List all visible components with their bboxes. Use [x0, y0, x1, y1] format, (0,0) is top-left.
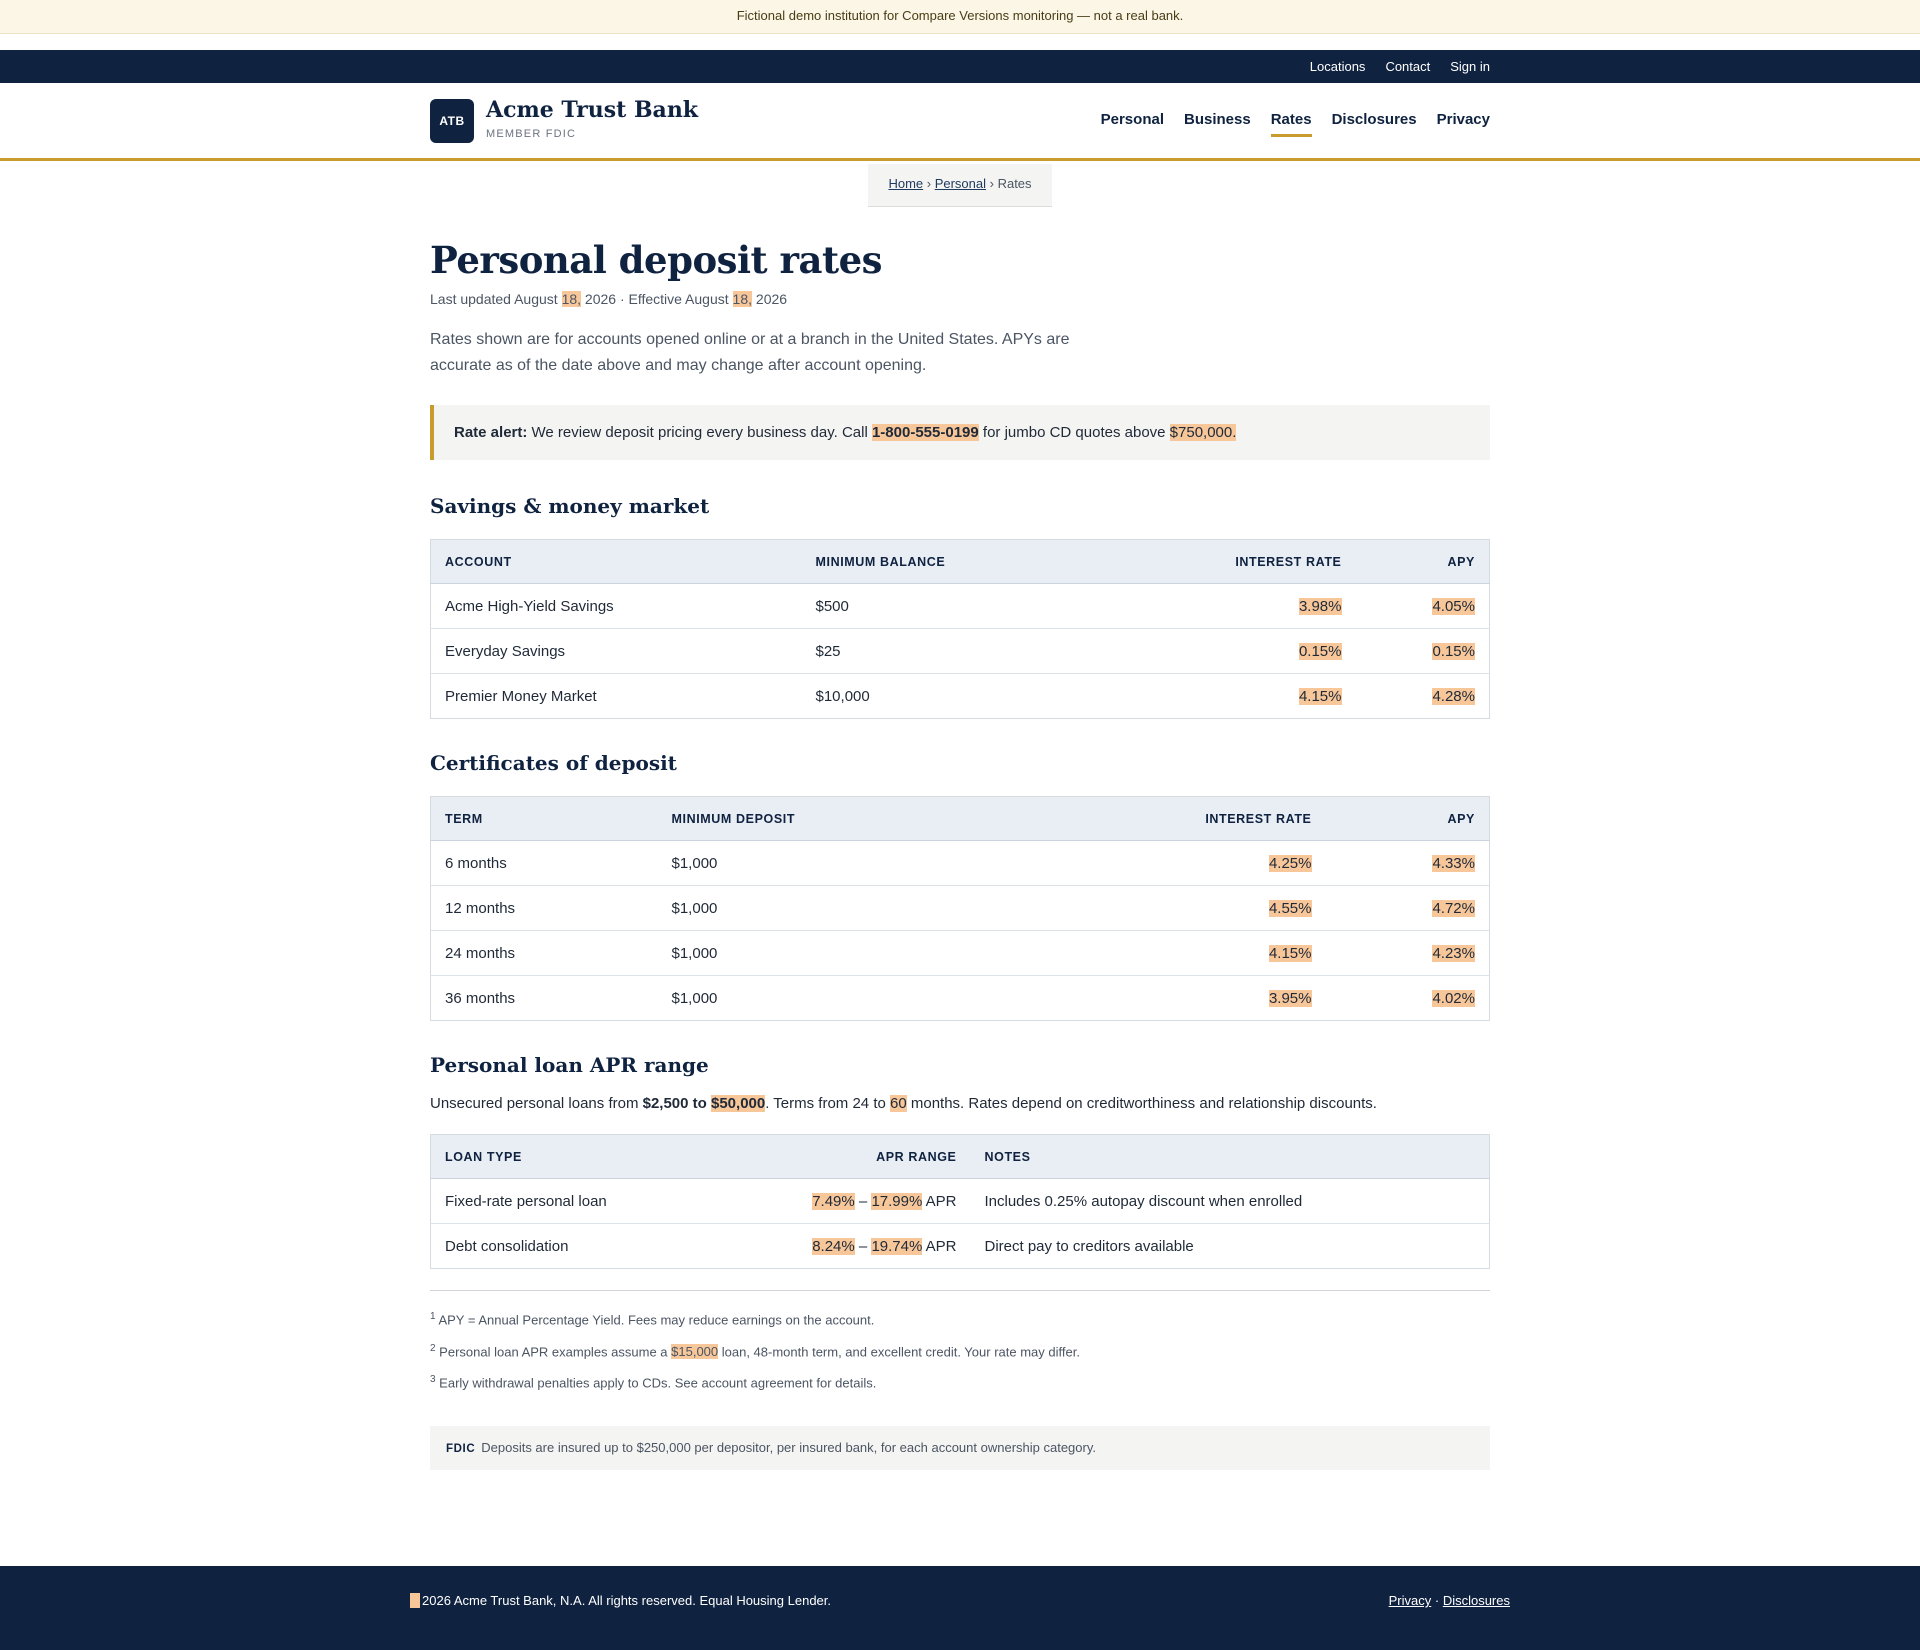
loan-heading: Personal loan APR range	[430, 1053, 709, 1077]
loan-intro-text: months. Rates depend on creditworthiness and relationship discounts.	[906, 1095, 1377, 1112]
footnote-number: 1	[430, 1311, 436, 1322]
cd-term: 12 months	[431, 886, 658, 931]
footer-links	[1389, 1566, 1510, 1635]
footnote-text: loan, 48-month term, and excellent credit. Your rate may differ.	[718, 1344, 1080, 1360]
sign-in-link[interactable]: Sign in	[1450, 59, 1490, 74]
table-header-row	[431, 540, 1490, 584]
apy-cell	[1326, 976, 1490, 1021]
apy-cell	[1356, 584, 1490, 629]
interest-rate-cell	[958, 841, 1326, 886]
nav-disclosures[interactable]: Disclosures	[1331, 111, 1417, 128]
loan-min-amount: $2,500	[642, 1095, 689, 1112]
main-nav	[1101, 111, 1490, 137]
table-row	[431, 841, 1490, 886]
footnote-number: 3	[430, 1374, 436, 1385]
column-header: APR RANGE	[681, 1135, 971, 1179]
table-row	[431, 629, 1490, 674]
table-row	[431, 886, 1490, 931]
page-title: Personal deposit rates	[430, 238, 882, 282]
footer-copyright	[410, 1566, 831, 1635]
demo-banner	[0, 0, 1920, 34]
apy-cell	[1356, 674, 1490, 719]
apr-dash: –	[854, 1237, 872, 1255]
updated-prefix: Last updated August	[430, 291, 562, 307]
loan-intro-text: Unsecured personal loans from	[430, 1095, 643, 1112]
column-header: APY	[1326, 797, 1490, 841]
interest-rate: 3.95%	[1268, 989, 1312, 1007]
fdic-notice	[430, 1426, 1490, 1470]
cd-term: 24 months	[431, 931, 658, 976]
loan-to-word: to	[688, 1095, 711, 1112]
account-name: Acme High-Yield Savings	[431, 584, 802, 629]
interest-rate-cell	[958, 931, 1326, 976]
rate-alert-phone[interactable]: 1-800-555-0199	[871, 424, 979, 441]
minimum-balance: $500	[802, 584, 1102, 629]
table-row	[431, 931, 1490, 976]
apy: 4.23%	[1432, 944, 1475, 962]
site-footer	[0, 1566, 1920, 1650]
interest-rate: 4.15%	[1298, 687, 1342, 705]
nav-personal[interactable]: Personal	[1100, 111, 1164, 128]
nav-business[interactable]: Business	[1184, 111, 1251, 128]
apy: 4.05%	[1432, 597, 1475, 615]
table-header-row	[431, 797, 1490, 841]
rate-alert-text: We review deposit pricing every business day. Call	[527, 424, 872, 441]
updated-day: 18,	[561, 291, 582, 307]
nav-privacy[interactable]: Privacy	[1436, 111, 1490, 128]
cd-term: 36 months	[445, 989, 516, 1007]
interest-rate: 4.25%	[1268, 854, 1312, 872]
fdic-text: Deposits are insured up to $250,000 per depositor, per insured bank, for each account ownership category.	[481, 1440, 1096, 1455]
footnote-3	[430, 1374, 876, 1390]
account-name: Premier Money Market	[445, 687, 597, 705]
apr-high: 19.74%	[871, 1237, 923, 1255]
apr-low: 8.24%	[812, 1237, 855, 1255]
member-fdic-label: MEMBER FDIC	[486, 128, 577, 140]
minimum-deposit: $1,000	[658, 886, 958, 931]
minimum-balance: $10,000	[815, 687, 870, 705]
cd-heading: Certificates of deposit	[430, 751, 677, 775]
interest-rate-cell	[958, 976, 1326, 1021]
apr-suffix: APR	[922, 1237, 957, 1255]
interest-rate-cell	[958, 886, 1326, 931]
utility-links	[1310, 50, 1490, 83]
apy: 4.02%	[1432, 989, 1475, 1007]
cd-table	[430, 796, 1490, 1021]
interest-rate-cell	[1102, 629, 1356, 674]
fdic-label: FDIC	[446, 1443, 476, 1455]
table-row	[431, 584, 1490, 629]
interest-rate-cell	[1102, 584, 1356, 629]
contact-link[interactable]: Contact	[1385, 59, 1431, 74]
footnote-number: 2	[430, 1343, 436, 1354]
footnote-text: APY = Annual Percentage Yield. Fees may reduce earnings on the account.	[435, 1312, 875, 1328]
account-name: Everyday Savings	[431, 629, 802, 674]
column-header: MINIMUM BALANCE	[802, 540, 1102, 584]
minimum-balance: $25	[802, 629, 1102, 674]
rate-alert-amount: $750,000.	[1169, 424, 1237, 441]
bank-name[interactable]: Acme Trust Bank	[486, 97, 699, 123]
effective-day: 18,	[732, 291, 753, 307]
column-header: LOAN TYPE	[431, 1135, 681, 1179]
breadcrumb-home[interactable]: Home	[888, 176, 924, 191]
footer-link-separator: ·	[1431, 1593, 1443, 1608]
column-header: MINIMUM DEPOSIT	[658, 797, 958, 841]
footer-privacy-link[interactable]: Privacy	[1388, 1593, 1432, 1608]
copyright-mark	[410, 1593, 420, 1608]
apy-cell	[1326, 886, 1490, 931]
locations-link[interactable]: Locations	[1309, 59, 1366, 74]
apr-dash: –	[854, 1192, 872, 1210]
loan-intro	[430, 1095, 1377, 1112]
footnote-amount: $15,000	[671, 1344, 719, 1360]
minimum-deposit: $1,000	[671, 989, 718, 1007]
utility-bar	[0, 50, 1920, 83]
apy: 4.72%	[1432, 899, 1475, 917]
table-row	[431, 1224, 1490, 1269]
loan-table	[430, 1134, 1490, 1269]
breadcrumb-personal[interactable]: Personal	[934, 176, 987, 191]
column-header: ACCOUNT	[431, 540, 802, 584]
loan-max-amount: $50,000	[711, 1095, 766, 1112]
site-header	[0, 83, 1920, 161]
nav-rates[interactable]: Rates	[1271, 111, 1312, 137]
loan-type: Debt consolidation	[445, 1237, 569, 1255]
minimum-deposit: $1,000	[658, 841, 958, 886]
loan-intro-text: . Terms from 24 to	[765, 1095, 890, 1112]
apy: 0.15%	[1432, 642, 1475, 660]
savings-heading: Savings & money market	[430, 494, 710, 518]
footer-disclosures-link[interactable]: Disclosures	[1442, 1593, 1510, 1608]
minimum-deposit: $1,000	[658, 931, 958, 976]
column-header: APY	[1356, 540, 1490, 584]
table-header-row	[431, 1135, 1490, 1179]
demo-banner-text: Fictional demo institution for Compare Versions monitoring — not a real bank.	[736, 8, 1184, 23]
interest-rate: 0.15%	[1298, 642, 1342, 660]
apy-cell	[1326, 841, 1490, 886]
intro-text: Rates shown are for accounts opened online or at a branch in the United States. APYs are accurate as of the date above and may change after account opening.	[430, 331, 1070, 374]
breadcrumb	[868, 164, 1052, 207]
apy: 4.33%	[1432, 854, 1475, 872]
apy-cell	[1356, 629, 1490, 674]
apy-cell	[1326, 931, 1490, 976]
interest-rate-cell	[1102, 674, 1356, 719]
table-row	[431, 1179, 1490, 1224]
last-updated	[430, 291, 787, 307]
rate-alert-text: for jumbo CD quotes above	[978, 424, 1170, 441]
column-header: TERM	[431, 797, 658, 841]
loan-notes: Direct pay to creditors available	[984, 1237, 1194, 1255]
footnote-1	[430, 1311, 874, 1327]
cd-term: 6 months	[431, 841, 658, 886]
updated-suffix: 2026	[752, 291, 788, 307]
rate-alert-label: Rate alert:	[454, 424, 528, 441]
apr-range	[681, 1179, 971, 1224]
column-header: INTEREST RATE	[1102, 540, 1356, 584]
savings-table	[430, 539, 1490, 719]
interest-rate: 4.55%	[1268, 899, 1312, 917]
interest-rate: 4.15%	[1268, 944, 1312, 962]
apy: 4.28%	[1432, 687, 1475, 705]
logo-badge[interactable]: ATB	[430, 99, 474, 143]
apr-high: 17.99%	[871, 1192, 923, 1210]
updated-mid: 2026 · Effective August	[581, 291, 733, 307]
table-row	[431, 976, 1490, 1021]
footnote-text: Early withdrawal penalties apply to CDs. See account agreement for details.	[435, 1375, 877, 1391]
copyright-text: 2026 Acme Trust Bank, N.A. All rights reserved. Equal Housing Lender.	[422, 1593, 831, 1608]
footnote-divider	[430, 1290, 1490, 1291]
column-header: NOTES	[971, 1135, 1490, 1179]
footnote-text: Personal loan APR examples assume a	[435, 1344, 672, 1360]
interest-rate: 3.98%	[1298, 597, 1342, 615]
breadcrumb-separator: ›	[986, 176, 998, 191]
column-header: INTEREST RATE	[958, 797, 1326, 841]
apr-low: 7.49%	[812, 1192, 855, 1210]
footnote-2	[430, 1343, 1080, 1359]
rate-alert	[430, 405, 1490, 460]
apr-suffix: APR	[922, 1192, 957, 1210]
breadcrumb-current: Rates	[997, 176, 1032, 191]
table-row	[431, 674, 1490, 719]
loan-max-term: 60	[890, 1095, 907, 1112]
apr-range	[681, 1224, 971, 1269]
loan-type: Fixed-rate personal loan	[431, 1179, 681, 1224]
breadcrumb-separator: ›	[923, 176, 935, 191]
loan-notes: Includes 0.25% autopay discount when enrolled	[971, 1179, 1490, 1224]
